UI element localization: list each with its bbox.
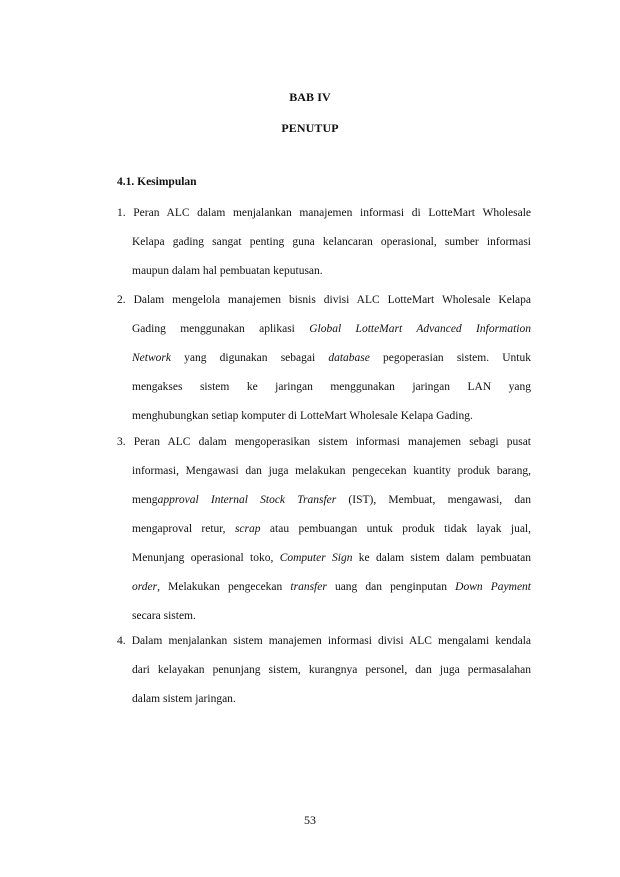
text-run: atau pembuangan untuk produk tidak layak jual, — [260, 523, 531, 535]
text-line — [117, 633, 531, 662]
text-run: uang dan penginputan — [326, 581, 456, 593]
chapter-title: PENUTUP — [281, 121, 339, 135]
text-run: menghubungkan setiap komputer di LotteMart Wholesale Kelapa Gading. — [132, 410, 473, 422]
text-run: secara sistem. — [132, 610, 196, 622]
text-line — [117, 292, 531, 321]
text-run: Kelapa gading sangat penting guna kelancaran operasional, sumber informasi — [132, 236, 531, 248]
text-run: 1. Peran ALC dalam menjalankan manajemen informasi di LotteMart Wholesale — [117, 207, 531, 219]
text-run: dalam sistem jaringan. — [132, 693, 236, 705]
text-line — [117, 205, 531, 234]
text-line — [117, 662, 531, 691]
text-run: Menunjang operasional toko, — [132, 552, 280, 564]
text-line — [117, 321, 531, 350]
text-run: informasi, Mengawasi dan juga melakukan pengecekan kuantity produk barang, — [132, 465, 531, 477]
text-run: 4. Dalam menjalankan sistem manajemen informasi divisi ALC mengalami kendala — [117, 635, 531, 647]
conclusion-item-1 — [117, 205, 531, 292]
text-run: 2. Dalam mengelola manajemen bisnis divisi ALC LotteMart Wholesale Kelapa — [117, 294, 531, 306]
text-run: dari kelayakan penunjang sistem, kurangnya personel, dan juga permasalahan — [132, 664, 531, 676]
text-run: yang digunakan sebagai — [170, 352, 329, 364]
page-number: 53 — [304, 813, 316, 827]
text-line — [117, 434, 531, 463]
text-line — [117, 234, 531, 263]
text-run: mengakses sistem ke jaringan menggunakan jaringan LAN yang — [132, 381, 531, 393]
section-title: 4.1. Kesimpulan — [117, 176, 197, 188]
text-line — [117, 379, 531, 408]
text-line — [117, 691, 531, 720]
text-run: Gading menggunakan aplikasi — [132, 323, 310, 335]
text-run: (IST), Membuat, mengawasi, dan — [336, 494, 531, 506]
chapter-heading: BAB IV — [289, 90, 331, 104]
conclusion-item-3 — [117, 434, 531, 637]
italic-term: scrap — [234, 523, 261, 535]
italic-term: Global LotteMart Advanced Information — [309, 323, 531, 335]
text-run: 3. Peran ALC dalam mengoperasikan sistem informasi manajemen sebagi pusat — [117, 436, 531, 448]
italic-term: Network — [132, 352, 171, 364]
italic-term: approval Internal Stock Transfer — [157, 494, 337, 506]
text-run: mengaproval retur, — [132, 523, 235, 535]
italic-term: order — [132, 581, 158, 593]
conclusion-item-2 — [117, 292, 531, 437]
text-run: pegoperasian sistem. Untuk — [369, 352, 531, 364]
text-line — [117, 521, 531, 550]
italic-term: Computer Sign — [279, 552, 353, 564]
text-line — [117, 579, 531, 608]
text-run: ke dalam sistem dalam pembuatan — [352, 552, 531, 564]
text-run: , Melakukan pengecekan — [157, 581, 291, 593]
italic-term: Down Payment — [455, 581, 531, 593]
text-line — [117, 350, 531, 379]
text-line — [117, 492, 531, 521]
text-run: meng — [132, 494, 158, 506]
text-line — [117, 463, 531, 492]
text-line — [117, 263, 531, 292]
text-line — [117, 550, 531, 579]
italic-term: database — [328, 352, 370, 364]
text-run: maupun dalam hal pembuatan keputusan. — [132, 265, 323, 277]
italic-term: transfer — [290, 581, 327, 593]
conclusion-item-4 — [117, 633, 531, 720]
text-line — [117, 408, 531, 437]
